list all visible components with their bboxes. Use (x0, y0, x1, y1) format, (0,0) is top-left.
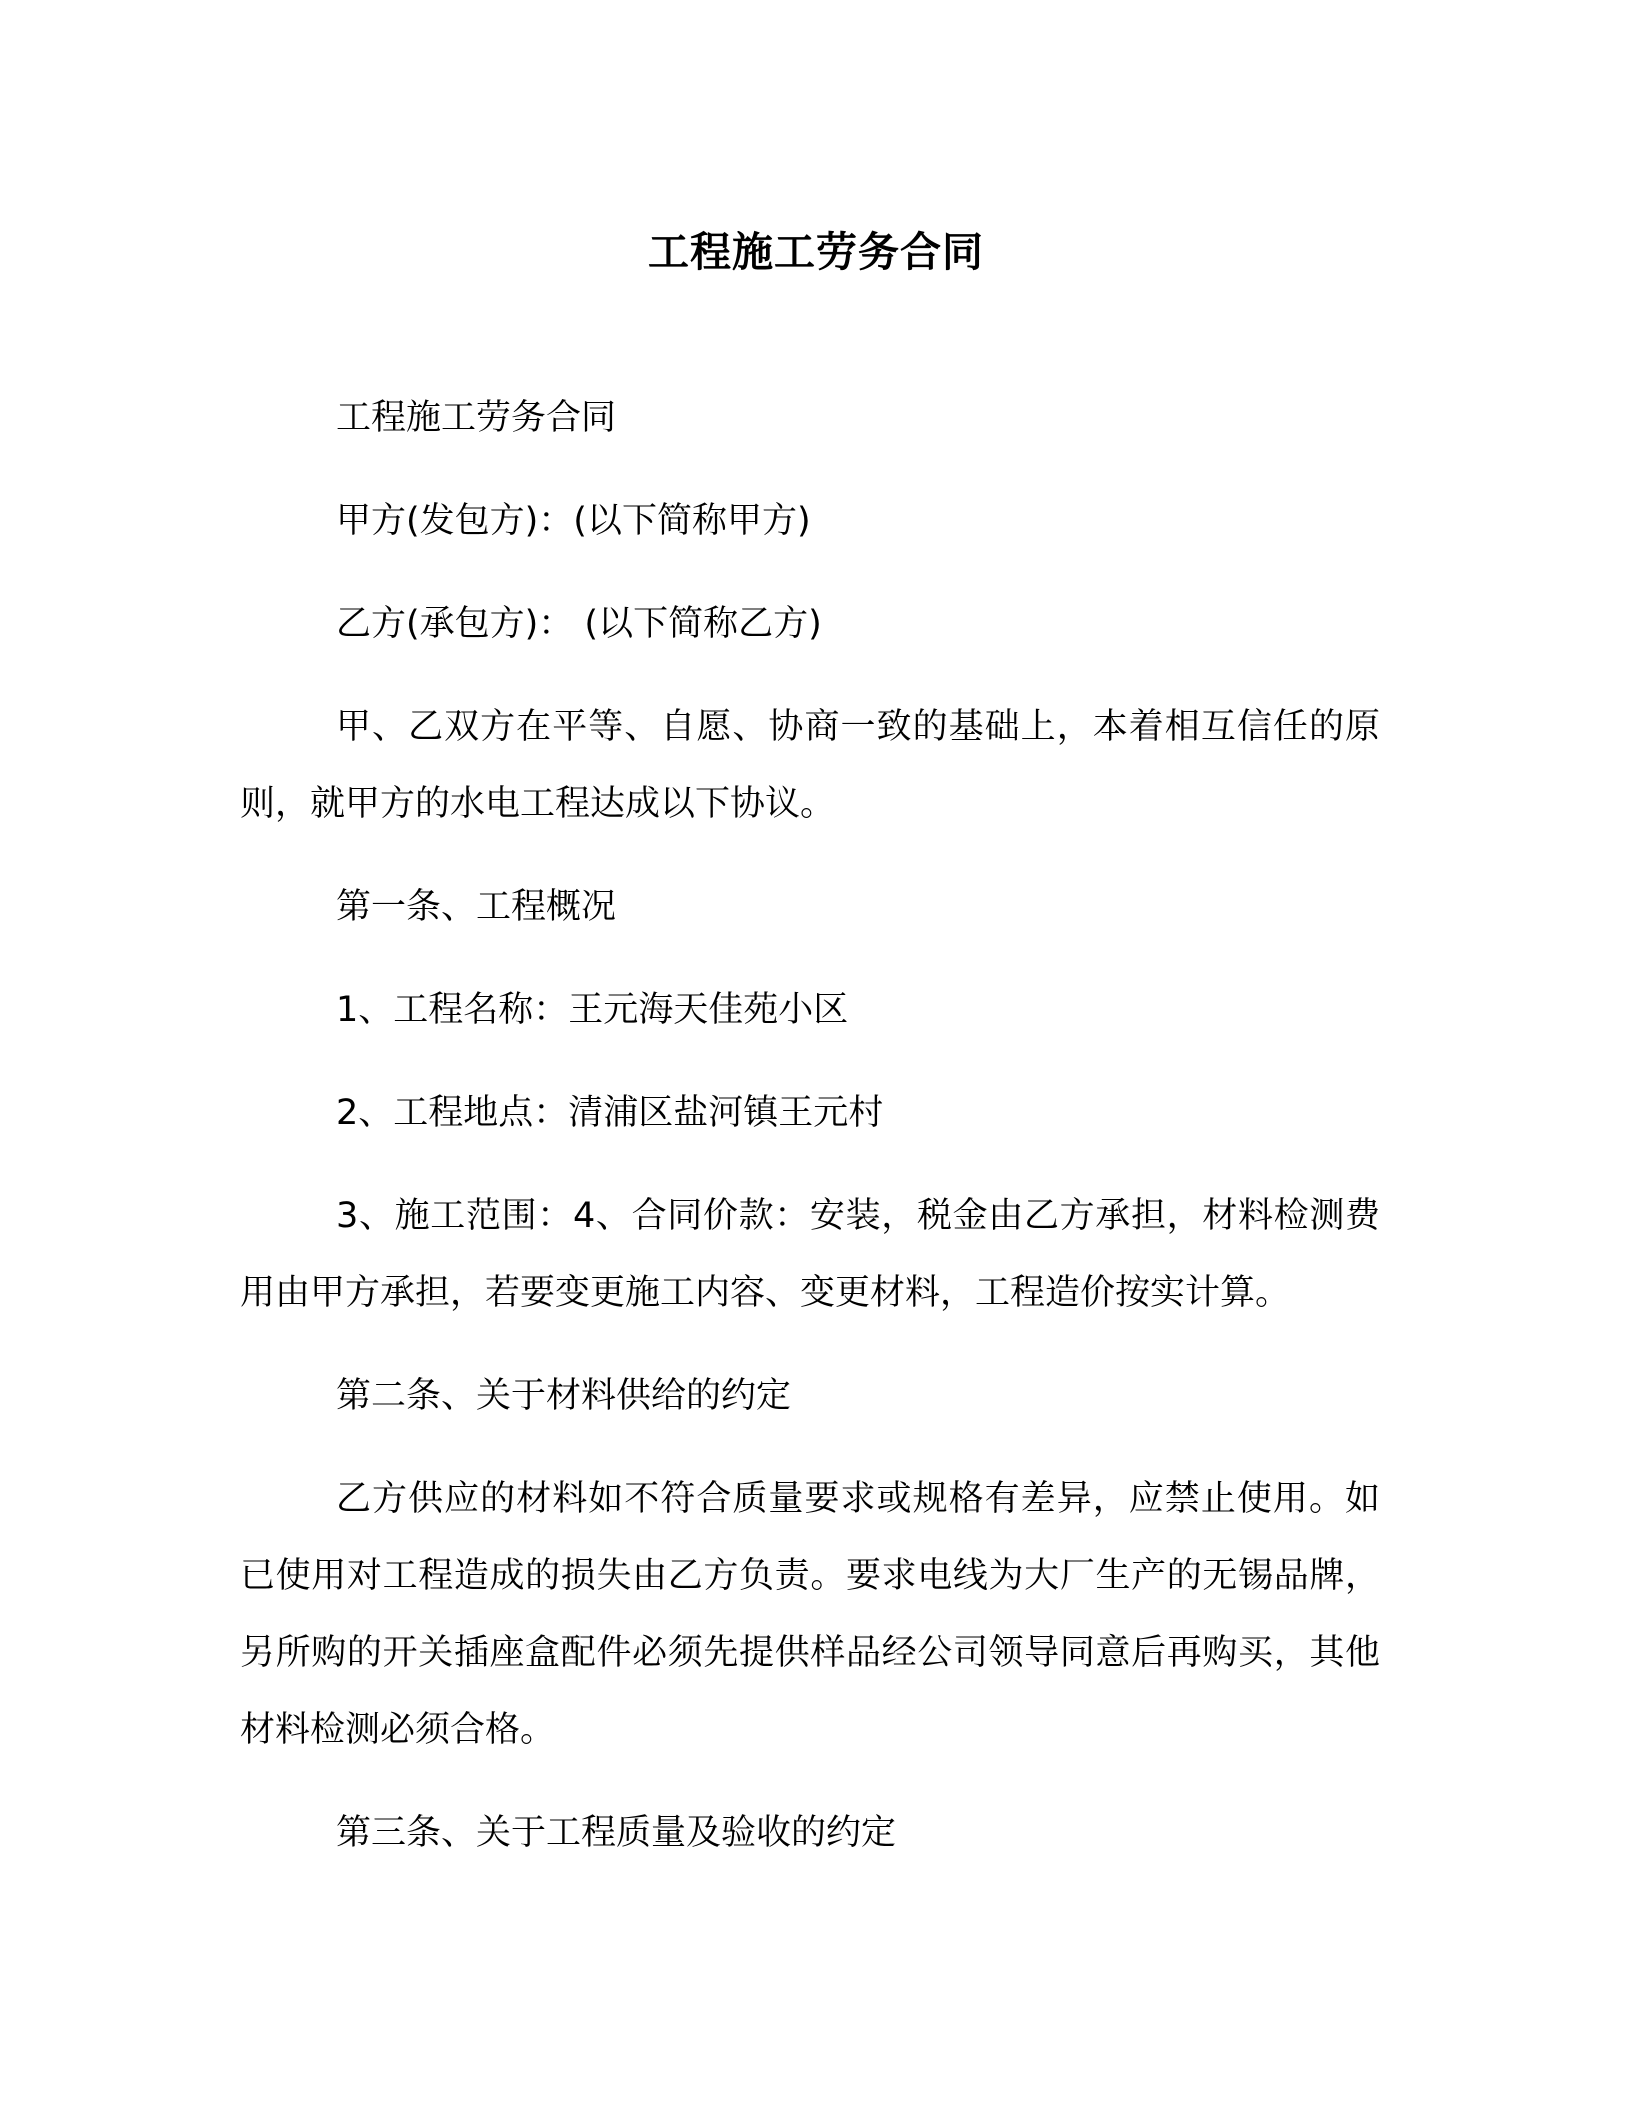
paragraph-preamble: 甲、乙双方在平等、自愿、协商一致的基础上，本着相互信任的原则，就甲方的水电工程达成以下协议。 (240, 707, 1380, 824)
paragraph-heading-repeat: 工程施工劳务合同 (336, 398, 617, 438)
document-title: 工程施工劳务合同 (648, 228, 984, 276)
paragraph-scope-and-price: 3、施工范围：4、合同价款：安装，税金由乙方承担，材料检测费用由甲方承担，若要变更施工内容、变更材料，工程造价按实计算。 (240, 1196, 1380, 1313)
paragraph-materials-terms: 乙方供应的材料如不符合质量要求或规格有差异，应禁止使用。如已使用对工程造成的损失由乙方负责。要求电线为大厂生产的无锡品牌，另所购的开关插座盒配件必须先提供样品经公司领导同意后再购买，其他材料检测必须合格。 (240, 1479, 1380, 1750)
paragraph-article-2-heading: 第二条、关于材料供给的约定 (336, 1376, 792, 1416)
paragraph-party-a: 甲方(发包方)：(以下简称甲方) (336, 501, 811, 541)
paragraph-article-3-heading: 第三条、关于工程质量及验收的约定 (336, 1813, 897, 1853)
document-body (240, 380, 1380, 1872)
paragraph-project-name: 1、工程名称：王元海天佳苑小区 (336, 990, 849, 1030)
paragraph-party-b: 乙方(承包方)： (以下简称乙方) (336, 604, 822, 644)
paragraph-article-1-heading: 第一条、工程概况 (336, 887, 617, 927)
paragraph-project-location: 2、工程地点：清浦区盐河镇王元村 (336, 1093, 884, 1133)
